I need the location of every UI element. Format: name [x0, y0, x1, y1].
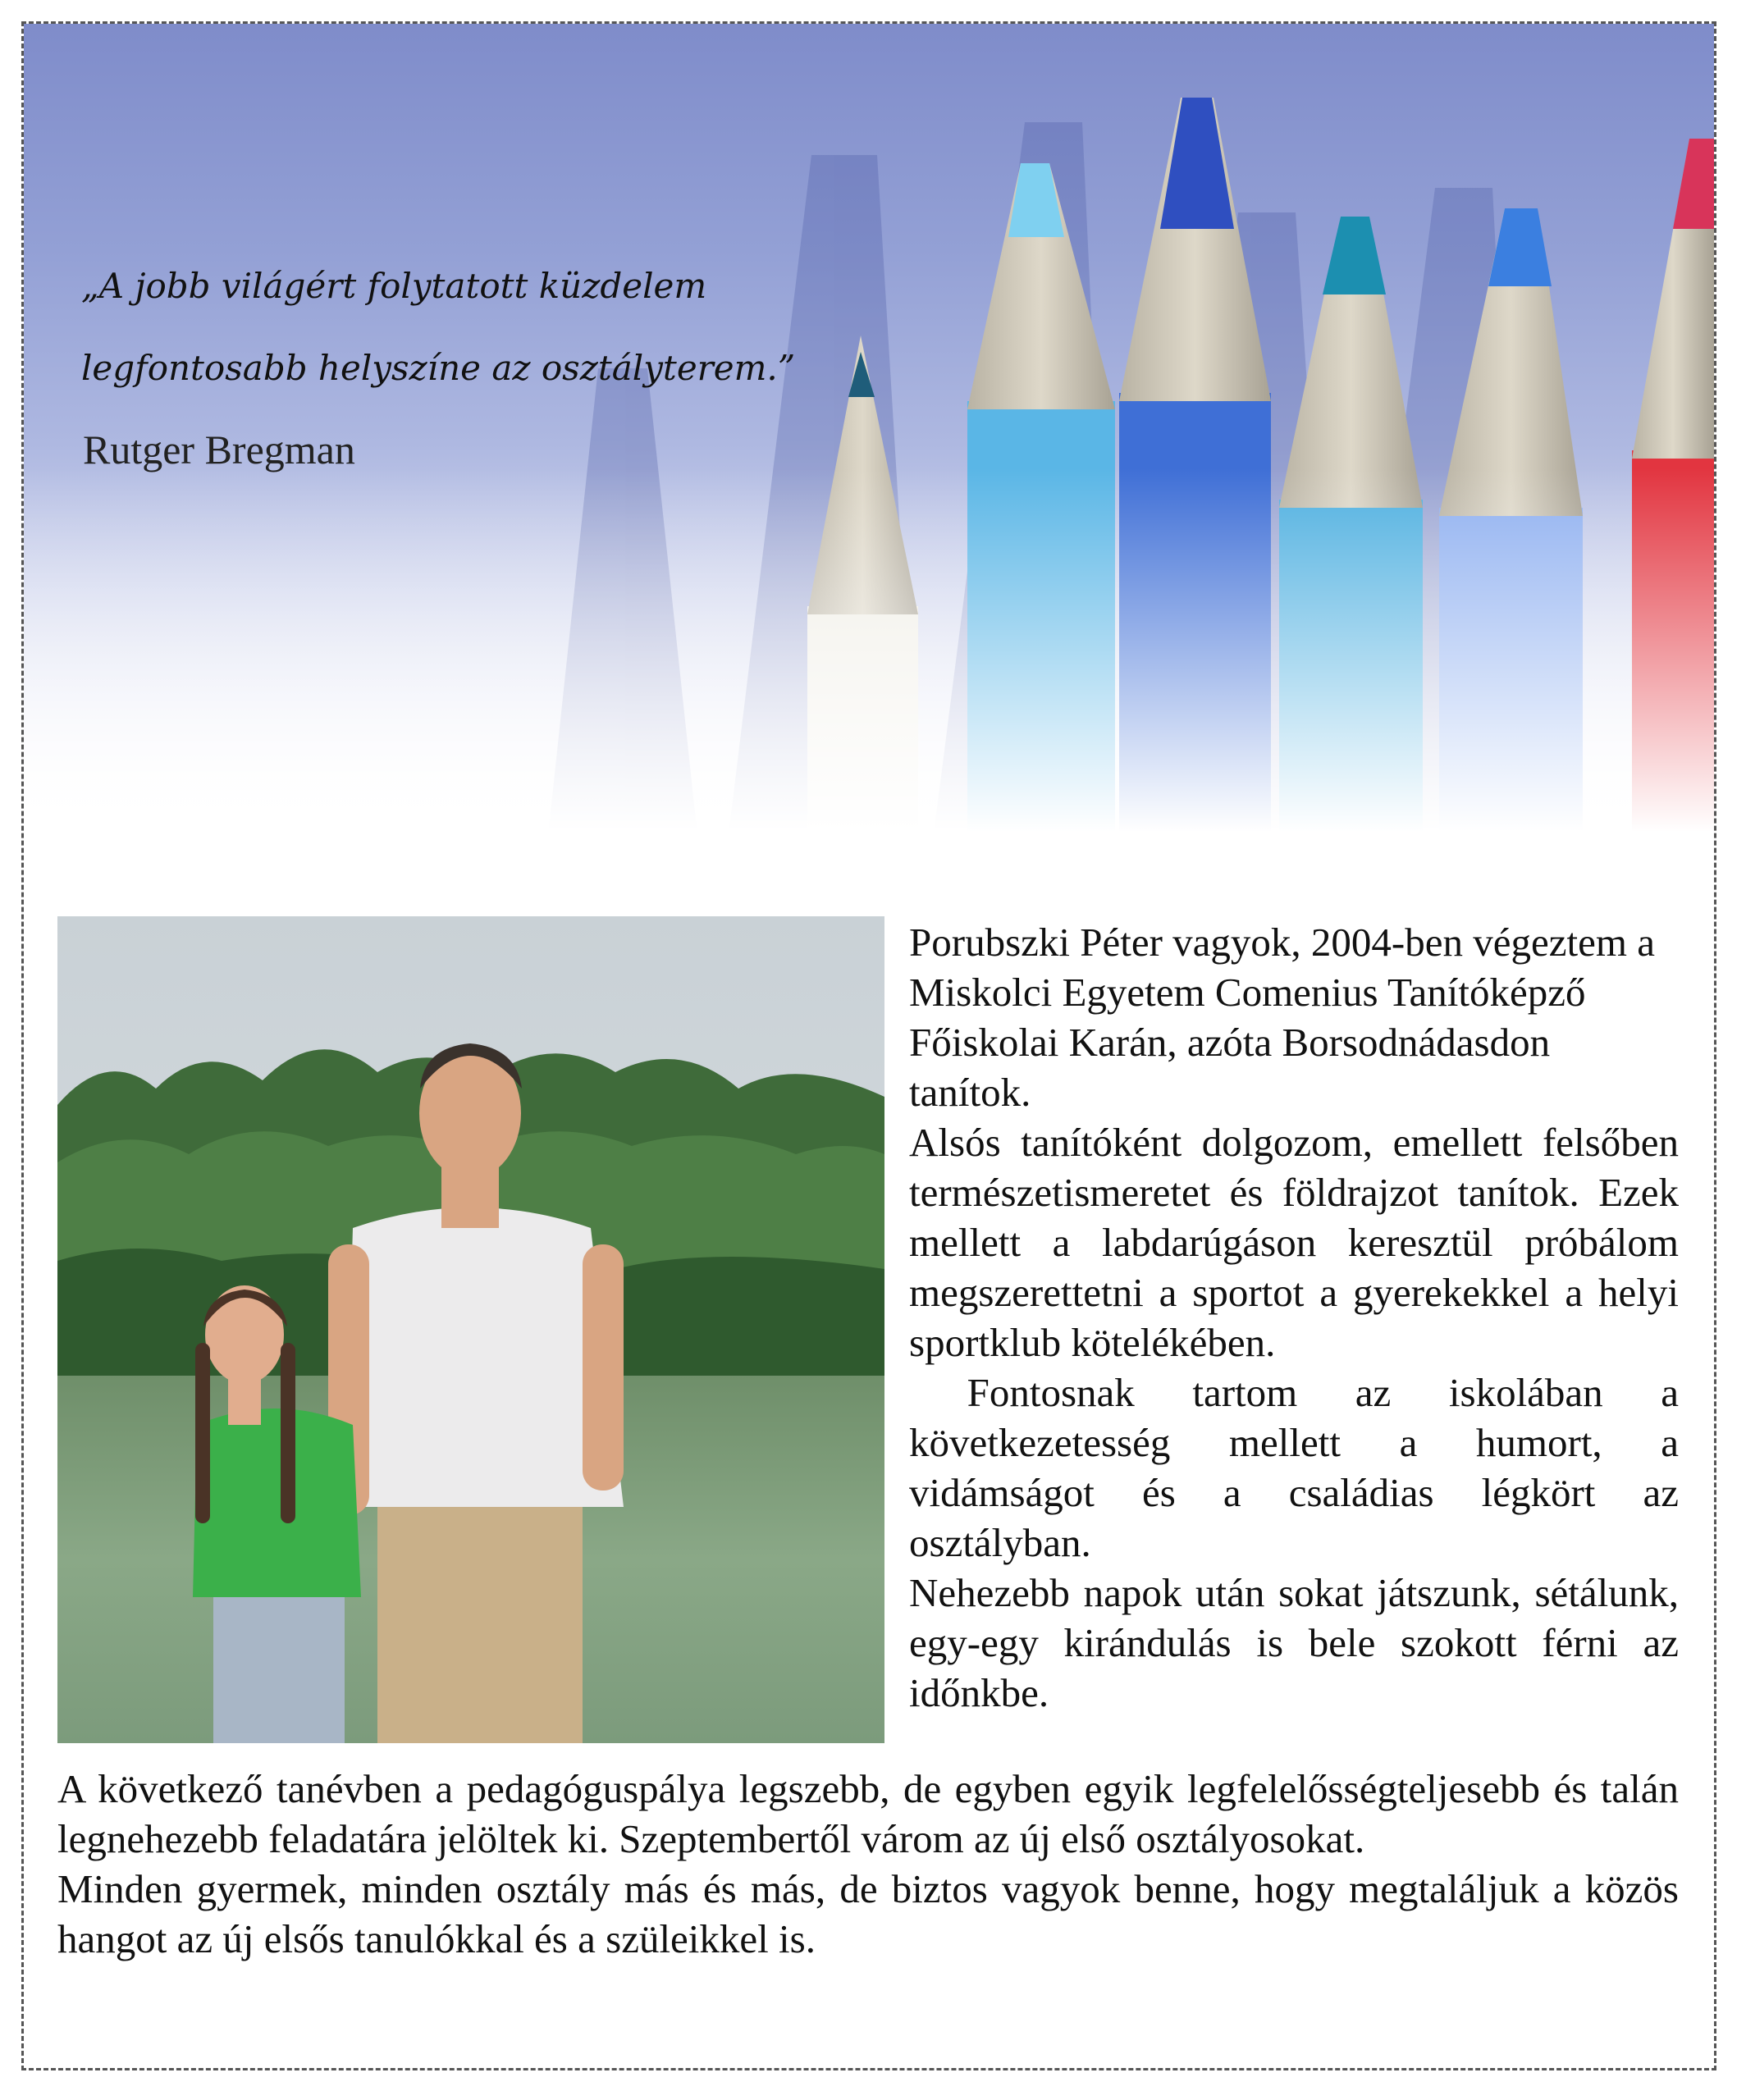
- quote-author: Rutger Bregman: [83, 427, 355, 472]
- outro-paragraph-1: A következő tanévben a pedagóguspálya legszebb, de egyben egyik legfelelősségteljesebb és talán legnehezebb feladatára jelöltek ki. Szeptembertől várom az új első osztályosokat.: [57, 1766, 1679, 1861]
- intro-paragraph-2: Alsós tanítóként dolgozom, emellett felsőben természetismeretet és földrajzot tanítok. Ezek mellett a labdarúgáson keresztül próbálom megszerettetni a sportot a gyerekekkel a helyi sportklub kötelékében.: [909, 1120, 1679, 1365]
- intro-paragraph-4: Nehezebb napok után sokat játszunk, sétálunk, egy-egy kirándulás is bele szokott férni az időnkbe.: [909, 1570, 1679, 1715]
- quote-line-2: legfontosabb helyszíne az osztályterem.”: [81, 348, 796, 388]
- intro-paragraph-3: Fontosnak tartom az iskolában a következetesség mellett a humort, a vidámságot és a családias légkört az osztályban.: [909, 1370, 1689, 1565]
- page-border: [21, 21, 1716, 2070]
- quote-line-1: „A jobb világért folytatott küzdelem: [81, 266, 707, 306]
- intro-paragraph-1: Porubszki Péter vagyok, 2004-ben végeztem a Miskolci Egyetem Comenius Tanítóképző Főiskolai Karán, azóta Borsodnádasdon tanítok.: [909, 920, 1655, 1115]
- outro-paragraph-2: Minden gyermek, minden osztály más és más, de biztos vagyok benne, hogy megtaláljuk a közös hangot az új elsős tanulókkal és a szüleikkel is.: [57, 1866, 1679, 1961]
